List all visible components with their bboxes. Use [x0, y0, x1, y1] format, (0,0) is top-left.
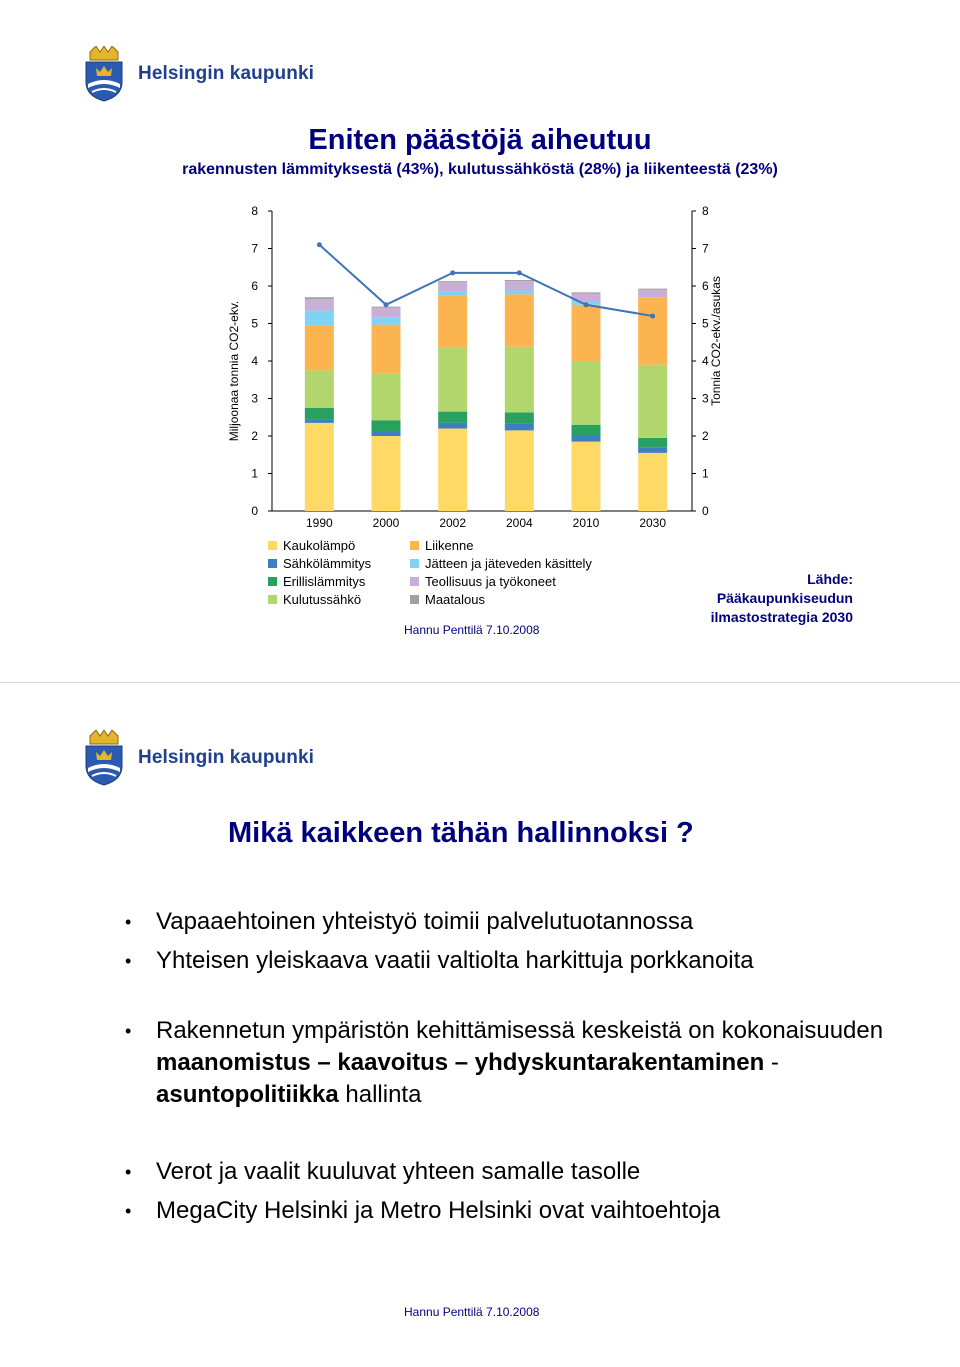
bar-segment [438, 423, 467, 429]
y-right-tick-label: 5 [702, 316, 709, 331]
y-tick-label: 7 [251, 241, 258, 256]
bullet-text: MegaCity Helsinki ja Metro Helsinki ovat vaihtoehtoja [156, 1197, 721, 1224]
bar-segment [438, 412, 467, 423]
spacer [125, 977, 885, 1015]
bar-segment [438, 429, 467, 512]
bar-segment [638, 289, 667, 290]
y-tick-label: 3 [251, 391, 258, 406]
bar-segment [572, 292, 601, 293]
y-right-tick-label: 2 [702, 429, 709, 443]
y-tick-label: 2 [251, 429, 258, 443]
x-tick-label: 2002 [439, 516, 467, 530]
bar-segment [438, 295, 467, 348]
bullet-text: Verot ja vaalit kuuluvat yhteen samalle tasolle [156, 1158, 641, 1185]
bullet-dot-icon: • [125, 1021, 132, 1041]
bullet-item [125, 1156, 885, 1188]
per-capita-point [650, 314, 655, 319]
legend-label: Sähkölämmitys [283, 556, 372, 571]
bar-segment [505, 430, 534, 511]
bar-segment [305, 297, 334, 299]
y-right-tick-label: 8 [702, 204, 709, 218]
y-right-tick-label: 4 [702, 354, 709, 368]
bar-segment [305, 408, 334, 419]
y-axis-title: Miljoonaa tonnia CO2-ekv. [227, 300, 241, 442]
per-capita-point [384, 302, 389, 307]
bar-segment [372, 420, 401, 431]
bar-segment [638, 447, 667, 453]
bar-segment [638, 290, 667, 298]
legend-label: Erillislämmitys [283, 574, 366, 589]
y-tick-label: 4 [251, 354, 258, 368]
logo-text: Helsingin kaupunki [138, 63, 314, 84]
bar-segment [438, 348, 467, 412]
bar-segment [505, 291, 534, 295]
slide-1 [0, 0, 960, 683]
bar-segment [638, 438, 667, 447]
bar-segment [372, 325, 401, 374]
slide-2 [0, 684, 960, 1367]
bullet-text: Vapaaehtoinen yhteistyö toimii palvelutuotannossa [156, 908, 694, 935]
source-note [711, 570, 853, 627]
slide-1-subtitle: rakennusten lämmityksestä (43%), kulutussähköstä (28%) ja liikenteestä (23%) [182, 161, 778, 178]
bullet-text: hallinta [338, 1081, 422, 1108]
legend-swatch [268, 577, 277, 586]
bar-segment [505, 294, 534, 347]
bar-segment [305, 325, 334, 370]
bar-segment [638, 453, 667, 511]
bar-segment [305, 370, 334, 408]
bar-segment [438, 292, 467, 296]
bar-segment [305, 423, 334, 511]
bar-segment [438, 281, 467, 282]
bar-segment [505, 281, 534, 290]
bar-segment [305, 310, 334, 325]
legend-swatch [410, 577, 419, 586]
legend-label: Liikenne [425, 538, 474, 553]
legend-swatch [410, 541, 419, 550]
per-capita-point [517, 270, 522, 275]
legend-swatch [268, 559, 277, 568]
emissions-chart [220, 196, 740, 626]
bar-segment [572, 305, 601, 361]
legend-swatch [268, 541, 277, 550]
bullet-item [125, 1195, 885, 1227]
source-line: Pääkaupunkiseudun [716, 590, 853, 606]
bar-segment [638, 365, 667, 438]
bar-segment [638, 297, 667, 365]
legend-swatch [410, 559, 419, 568]
logo [84, 730, 314, 786]
bar-segment [305, 419, 334, 423]
bullet-text: Yhteisen yleiskaava vaatii valtiolta harkittuja porkkanoita [156, 947, 754, 974]
per-capita-point [317, 242, 322, 247]
bar-segment [572, 442, 601, 511]
y-right-tick-label: 3 [702, 391, 709, 406]
legend-swatch [410, 595, 419, 604]
bullet-item [125, 945, 885, 977]
y-tick-label: 1 [251, 466, 258, 481]
legend-label: Kaukolämpö [283, 538, 356, 553]
bar-segment [572, 436, 601, 442]
y-right-tick-label: 7 [702, 241, 709, 256]
bar-segment [372, 308, 401, 317]
bullet-dot-icon: • [125, 1162, 132, 1182]
legend-label: Teollisuus ja työkoneet [425, 574, 556, 589]
bar-segment [438, 282, 467, 291]
bar-segment [372, 373, 401, 420]
bar-segment [505, 412, 534, 423]
y-tick-label: 5 [251, 316, 258, 331]
x-tick-label: 1990 [305, 516, 333, 530]
y-right-tick-label: 6 [702, 279, 709, 293]
y-tick-label: 8 [251, 204, 258, 218]
per-capita-line [319, 245, 652, 316]
y-right-tick-label: 0 [702, 504, 709, 518]
bullet-dot-icon: • [125, 1201, 132, 1221]
bar-segment [572, 361, 601, 425]
bullet-bold-text: asuntopolitiikka [156, 1081, 339, 1108]
bar-segment [372, 432, 401, 437]
bullet-text: Rakennetun ympäristön kehittämisessä keskeistä on kokonaisuuden [156, 1017, 884, 1044]
bar-segment [372, 317, 401, 325]
x-tick-label: 2004 [505, 516, 533, 530]
slide-2-title: Mikä kaikkeen tähän hallinnoksi ? [228, 817, 694, 849]
helsinki-crest-icon [84, 46, 124, 102]
y-tick-label: 6 [251, 279, 258, 293]
legend-label: Kulutussähkö [283, 592, 362, 607]
bullet-item [125, 906, 885, 938]
legend-swatch [268, 595, 277, 604]
y-right-tick-label: 1 [702, 466, 709, 481]
spacer [125, 1111, 885, 1156]
source-line: ilmastostrategia 2030 [710, 609, 853, 625]
footer: Hannu Penttilä 7.10.2008 [404, 1305, 540, 1319]
bar-segment [505, 347, 534, 413]
x-tick-label: 2010 [572, 516, 600, 530]
per-capita-point [584, 302, 589, 307]
bar-segment [572, 425, 601, 436]
bullet-bold-text: maanomistus – kaavoitus – yhdyskuntarakentaminen [156, 1049, 765, 1076]
bullet-item [125, 1015, 885, 1111]
bar-segment [505, 280, 534, 281]
x-tick-label: 2030 [639, 516, 667, 530]
slide-1-title: Eniten päästöjä aiheutuu [308, 124, 652, 156]
y-right-axis-title: Tonnia CO2-ekv./asukas [709, 276, 723, 406]
logo [84, 46, 314, 102]
bullet-dot-icon: • [125, 951, 132, 971]
footer: Hannu Penttilä 7.10.2008 [404, 623, 540, 637]
bar-segment [305, 299, 334, 310]
legend-label: Jätteen ja jäteveden käsittely [425, 556, 592, 571]
bar-segment [372, 436, 401, 511]
logo-text: Helsingin kaupunki [138, 747, 314, 768]
helsinki-crest-icon [84, 730, 124, 786]
bullet-dot-icon: • [125, 912, 132, 932]
y-tick-label: 0 [251, 504, 258, 518]
bullet-list [125, 906, 885, 1227]
legend-label: Maatalous [425, 592, 485, 607]
x-tick-label: 2000 [372, 516, 400, 530]
per-capita-point [450, 270, 455, 275]
source-line: Lähde: [807, 571, 853, 587]
bar-segment [505, 424, 534, 431]
bullet-text: - [764, 1049, 779, 1076]
